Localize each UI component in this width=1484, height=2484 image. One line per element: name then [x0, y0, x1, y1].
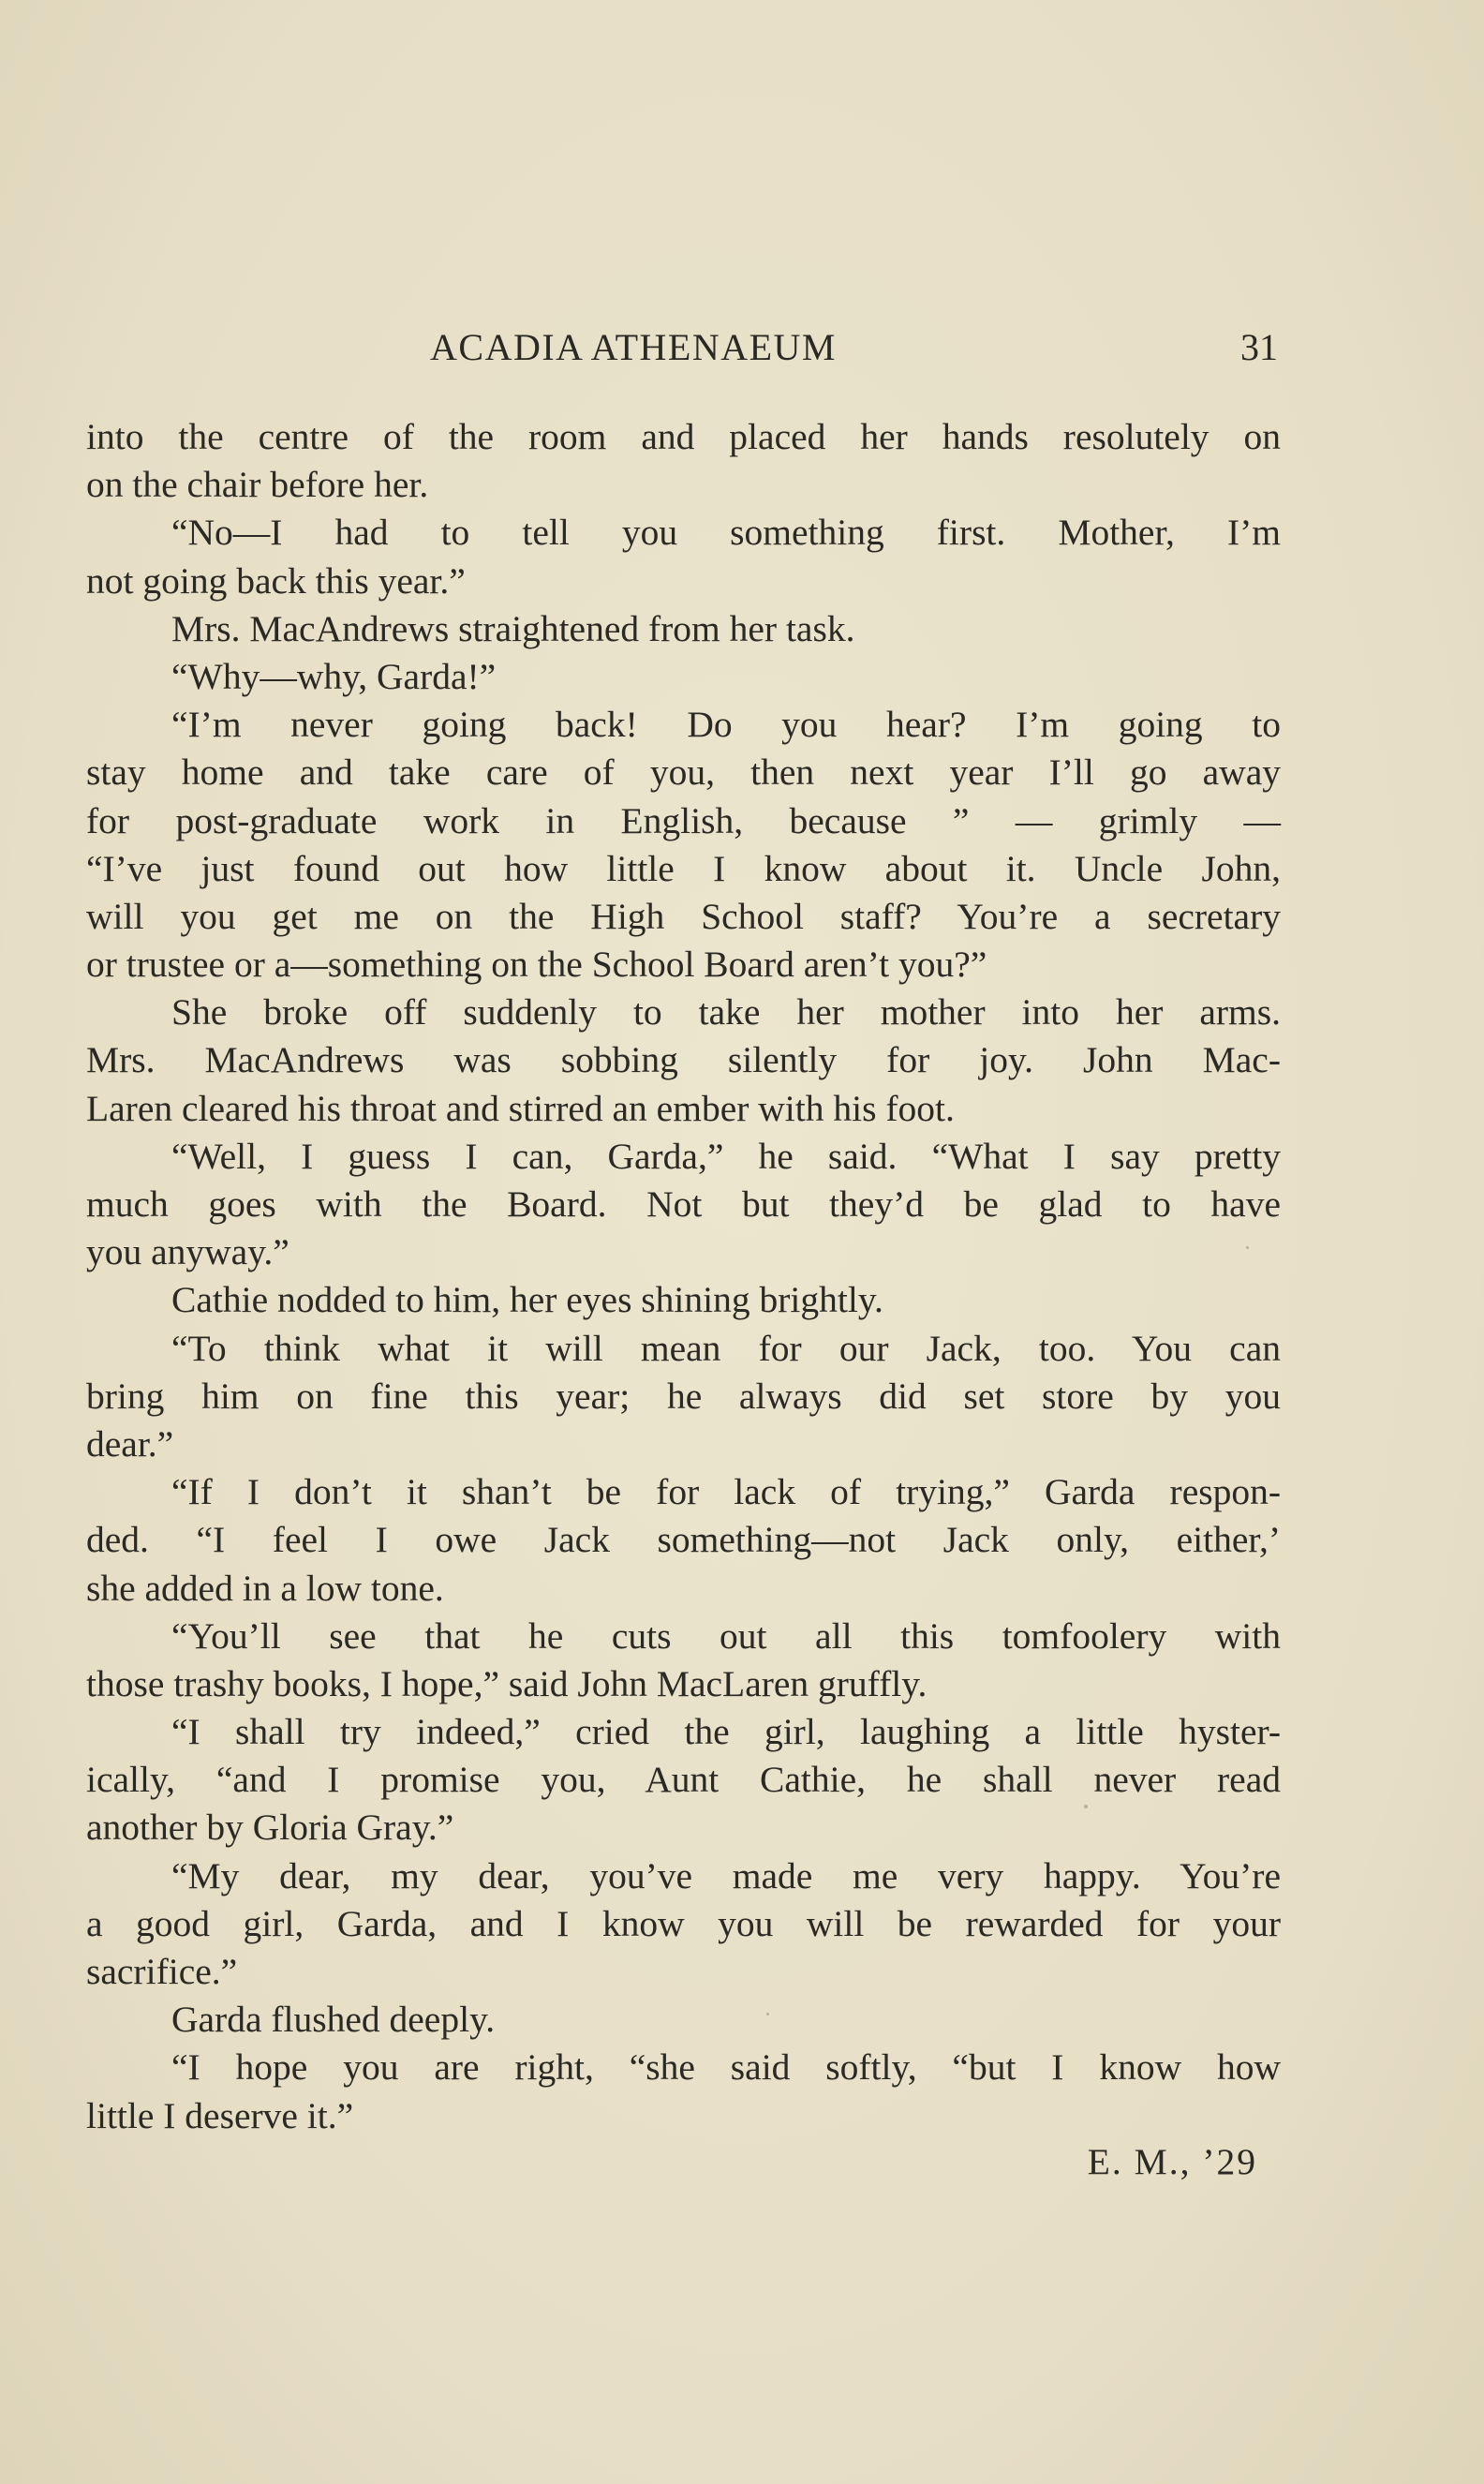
- text-line: into the centre of the room and placed her hands resolutely on: [86, 416, 1281, 457]
- running-header: [86, 324, 1278, 371]
- text-line: little I deserve it.”: [86, 2094, 354, 2136]
- paper-speck: [1246, 1246, 1249, 1249]
- text-line: ically, “and I promise you, Aunt Cathie, he shall never read: [86, 1759, 1281, 1801]
- page-number: 31: [1240, 326, 1278, 368]
- text-line: “If I don’t it shan’t be for lack of trying,” Garda respon-: [171, 1471, 1281, 1513]
- text-line: Cathie nodded to him, her eyes shining brightly.: [171, 1279, 883, 1321]
- paper-speck: [1084, 1805, 1088, 1808]
- text-line: will you get me on the High School staff? You’re a secretary: [86, 895, 1281, 937]
- paper-speck: [766, 2013, 769, 2015]
- text-line: “My dear, my dear, you’ve made me very happy. You’re: [171, 1854, 1281, 1896]
- text-line: “Well, I guess I can, Garda,” he said. “What I say pretty: [171, 1135, 1281, 1177]
- text-line: Mrs. MacAndrews was sobbing silently for joy. John Mac-: [86, 1039, 1281, 1081]
- text-line: you anyway.”: [86, 1231, 289, 1273]
- text-line: “I’ve just found out how little I know about it. Uncle John,: [86, 847, 1281, 889]
- body-text: [86, 413, 1281, 2140]
- text-line: for post-graduate work in English, because ” — grimly —: [86, 799, 1281, 841]
- text-line: not going back this year.”: [86, 559, 466, 602]
- text-line: sacrifice.”: [86, 1951, 238, 1992]
- text-line: Garda flushed deeply.: [171, 1999, 496, 2041]
- text-line: “I’m never going back! Do you hear? I’m going to: [171, 704, 1281, 746]
- text-line: “Why—why, Garda!”: [171, 655, 497, 697]
- text-line: dear.”: [86, 1422, 174, 1465]
- text-line: “I shall try indeed,” cried the girl, laughing a little hyster-: [171, 1711, 1281, 1753]
- text-line: “No—I had to tell you something first. Mother, I’m: [171, 512, 1281, 554]
- text-line: she added in a low tone.: [86, 1567, 444, 1609]
- text-line: much goes with the Board. Not but they’d be glad to have: [86, 1183, 1281, 1225]
- text-line: “To think what it will mean for our Jack, too. You can: [171, 1327, 1281, 1369]
- text-line: bring him on fine this year; he always did set store by you: [86, 1375, 1281, 1417]
- text-line: Laren cleared his throat and stirred an ember with his foot.: [86, 1087, 955, 1129]
- text-line: on the chair before her.: [86, 464, 429, 506]
- text-line: or trustee or a—something on the School Board aren’t you?”: [86, 944, 987, 986]
- author-signature: E. M., ’29: [1087, 2141, 1257, 2182]
- text-line: stay home and take care of you, then next year I’ll go away: [86, 751, 1281, 794]
- text-line: Mrs. MacAndrews straightened from her task.: [171, 607, 855, 649]
- text-line: a good girl, Garda, and I know you will be rewarded for your: [86, 1902, 1281, 1944]
- text-line: another by Gloria Gray.”: [86, 1807, 454, 1849]
- publication-title: ACADIA ATHENAEUM: [430, 326, 837, 368]
- text-line: “I hope you are right, “she said softly, “but I know how: [171, 2046, 1281, 2089]
- text-line: those trashy books, I hope,” said John MacLaren gruffly.: [86, 1662, 928, 1704]
- text-line: “You’ll see that he cuts out all this tomfoolery with: [171, 1614, 1281, 1657]
- text-line: ded. “I feel I owe Jack something—not Jack only, either,’: [86, 1519, 1281, 1561]
- text-line: She broke off suddenly to take her mother into her arms.: [171, 991, 1281, 1034]
